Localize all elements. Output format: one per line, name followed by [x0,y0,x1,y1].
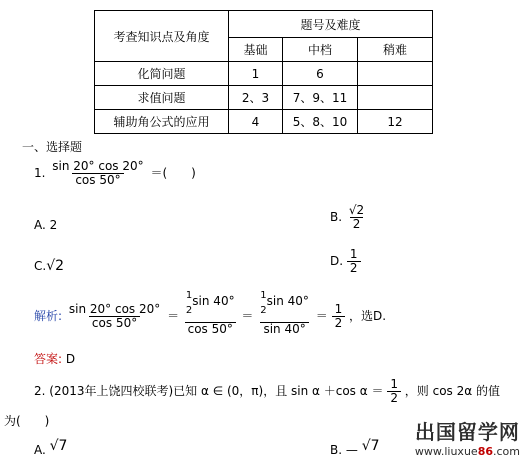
explanation-f2-numerator: sin 40° [192,294,235,309]
q2-text: 2. (2013年上饶四校联考)已知 α ∈ (0，π)，且 sin α ＋cos α ＝ [34,384,384,399]
explanation-f2-half-num: 1 [185,290,193,301]
answer-label: 答案: [34,352,63,366]
explanation-end: ，选D. [349,308,387,323]
q1-number: 1. [34,166,46,181]
table-header-topic: 考查知识点及角度 [95,11,229,62]
explanation-f4-numerator: 1 [334,301,343,316]
explanation-f3-denominator: sin 40° [260,322,308,336]
table-header-mid: 中档 [283,38,358,62]
explanation-f4-denominator: 2 [332,316,346,330]
equals-sign: ＝ [241,308,254,323]
explanation-f2-denominator: cos 50° [185,322,236,336]
explanation-f3-half-num: 1 [260,290,267,301]
q1-option-a: A. 2 [34,218,58,232]
table-cell-hard [358,86,433,110]
table-cell-basic: 4 [229,110,283,134]
watermark [415,416,520,458]
table-cell-topic: 求值问题 [95,86,229,110]
table-row [95,62,433,86]
q2-fraction-denominator: 2 [387,391,401,405]
q2-text-end: ，则 cos 2α 的值 [404,384,500,399]
q1-option-b [330,204,367,231]
q2-fraction-numerator: 1 [390,377,398,391]
q2-option-b [330,438,380,458]
q1-option-c [34,258,64,274]
question-1 [34,160,196,187]
q1-option-c-value: √2 [46,258,65,274]
q1-option-b-numerator: √2 [348,203,365,217]
explanation-f2-half-den: 2 [185,305,193,317]
q2-fraction [387,378,401,405]
question-2 [34,378,500,405]
table-cell-topic: 化简问题 [95,62,229,86]
q1-option-d-denominator: 2 [347,261,361,275]
q1-option-c-label: C. [34,259,47,273]
watermark-title: 出国留学网 [414,420,520,444]
explanation-fraction-3 [257,290,312,337]
explanation-fraction-2 [183,290,238,337]
table-header-hard: 稍难 [358,38,433,62]
q1-numerator: sin 20° cos 20° [52,159,144,173]
table-row [95,86,433,110]
explanation-f1-numerator: sin 20° cos 20° [68,301,161,316]
q2-line-2: 为( ) [4,414,50,428]
answer-value: D [65,352,76,366]
q2-option-b-label: B. — [330,443,358,457]
table-cell-basic: 2、3 [229,86,283,110]
table-header-group: 题号及难度 [229,11,433,38]
table-header-basic: 基础 [229,38,283,62]
explanation-fraction-1 [66,303,163,330]
table-cell-mid: 7、9、11 [283,86,358,110]
table-cell-hard: 12 [358,110,433,134]
equals-sign: ＝ [167,308,180,323]
table-cell-basic: 1 [229,62,283,86]
table-cell-topic: 辅助角公式的应用 [95,110,229,134]
explanation-f3-half-den: 2 [260,305,267,317]
table-cell-hard [358,62,433,86]
q1-option-d [330,248,361,275]
q1-option-b-denominator: 2 [350,217,364,231]
table-cell-mid: 6 [283,62,358,86]
q1-denominator: cos 50° [72,173,123,187]
explanation [34,290,387,337]
q2-option-a [34,438,68,458]
explanation-fraction-4 [332,303,346,330]
q1-option-b-label: B. [330,210,343,225]
difficulty-table [94,10,433,134]
table-row [95,110,433,134]
explanation-f3-numerator: sin 40° [266,294,309,309]
q1-fraction [49,160,146,187]
q2-option-a-numerator: √7 [49,438,68,454]
q1-option-d-numerator: 1 [349,247,358,261]
q1-option-d-label: D. [330,254,344,269]
explanation-f1-denominator: cos 50° [89,316,140,330]
equals-sign: ＝ [315,308,328,323]
q1-tail: ＝( ) [150,166,196,181]
q2-option-b-numerator: √7 [361,438,380,454]
section-title: 一、选择题 [22,140,83,154]
explanation-label: 解析: [34,308,63,323]
q2-option-a-label: A. [34,443,46,457]
answer [34,350,75,367]
watermark-url: www.liuxue86.com [414,445,520,458]
table-cell-mid: 5、8、10 [283,110,358,134]
